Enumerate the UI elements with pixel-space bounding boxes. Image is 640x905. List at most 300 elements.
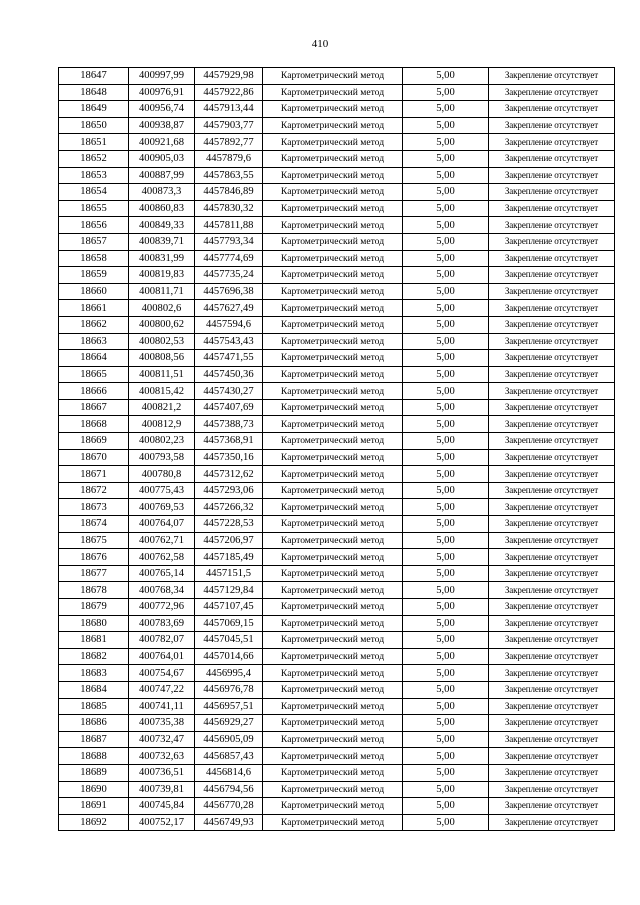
accuracy-cell: 5,00 xyxy=(403,117,489,134)
x-coordinate-cell: 400736,51 xyxy=(129,764,195,781)
method-cell: Картометрический метод xyxy=(263,798,403,815)
x-coordinate-cell: 400860,83 xyxy=(129,200,195,217)
table-row xyxy=(59,798,615,815)
table-row xyxy=(59,499,615,516)
y-coordinate-cell: 4457185,49 xyxy=(195,549,263,566)
accuracy-cell: 5,00 xyxy=(403,433,489,450)
fixation-cell: Закрепление отсутствует xyxy=(489,283,615,300)
point-number-cell: 18673 xyxy=(59,499,129,516)
y-coordinate-cell: 4457471,55 xyxy=(195,350,263,367)
x-coordinate-cell: 400752,17 xyxy=(129,814,195,831)
accuracy-cell: 5,00 xyxy=(403,300,489,317)
method-cell: Картометрический метод xyxy=(263,366,403,383)
fixation-cell: Закрепление отсутствует xyxy=(489,383,615,400)
x-coordinate-cell: 400745,84 xyxy=(129,798,195,815)
table-row xyxy=(59,814,615,831)
method-cell: Картометрический метод xyxy=(263,399,403,416)
fixation-cell: Закрепление отсутствует xyxy=(489,466,615,483)
fixation-cell: Закрепление отсутствует xyxy=(489,449,615,466)
y-coordinate-cell: 4457863,55 xyxy=(195,167,263,184)
point-number-cell: 18650 xyxy=(59,117,129,134)
accuracy-cell: 5,00 xyxy=(403,350,489,367)
table-row xyxy=(59,250,615,267)
y-coordinate-cell: 4457228,53 xyxy=(195,516,263,533)
x-coordinate-cell: 400762,58 xyxy=(129,549,195,566)
point-number-cell: 18690 xyxy=(59,781,129,798)
y-coordinate-cell: 4457293,06 xyxy=(195,482,263,499)
table-row xyxy=(59,300,615,317)
accuracy-cell: 5,00 xyxy=(403,184,489,201)
y-coordinate-cell: 4457929,98 xyxy=(195,68,263,85)
fixation-cell: Закрепление отсутствует xyxy=(489,715,615,732)
method-cell: Картометрический метод xyxy=(263,283,403,300)
point-number-cell: 18685 xyxy=(59,698,129,715)
y-coordinate-cell: 4457846,89 xyxy=(195,184,263,201)
x-coordinate-cell: 400811,71 xyxy=(129,283,195,300)
table-row xyxy=(59,399,615,416)
point-number-cell: 18661 xyxy=(59,300,129,317)
method-cell: Картометрический метод xyxy=(263,814,403,831)
fixation-cell: Закрепление отсутствует xyxy=(489,565,615,582)
point-number-cell: 18692 xyxy=(59,814,129,831)
method-cell: Картометрический метод xyxy=(263,449,403,466)
table-row xyxy=(59,416,615,433)
x-coordinate-cell: 400802,53 xyxy=(129,333,195,350)
method-cell: Картометрический метод xyxy=(263,516,403,533)
accuracy-cell: 5,00 xyxy=(403,715,489,732)
table-row xyxy=(59,582,615,599)
x-coordinate-cell: 400780,8 xyxy=(129,466,195,483)
fixation-cell: Закрепление отсутствует xyxy=(489,167,615,184)
method-cell: Картометрический метод xyxy=(263,101,403,118)
table-row xyxy=(59,84,615,101)
method-cell: Картометрический метод xyxy=(263,267,403,284)
table-row xyxy=(59,366,615,383)
point-number-cell: 18667 xyxy=(59,399,129,416)
fixation-cell: Закрепление отсутствует xyxy=(489,648,615,665)
table-row xyxy=(59,781,615,798)
accuracy-cell: 5,00 xyxy=(403,698,489,715)
x-coordinate-cell: 400849,33 xyxy=(129,217,195,234)
y-coordinate-cell: 4457774,69 xyxy=(195,250,263,267)
accuracy-cell: 5,00 xyxy=(403,599,489,616)
table-row xyxy=(59,449,615,466)
point-number-cell: 18674 xyxy=(59,516,129,533)
y-coordinate-cell: 4457793,34 xyxy=(195,233,263,250)
table-row xyxy=(59,200,615,217)
fixation-cell: Закрепление отсутствует xyxy=(489,300,615,317)
fixation-cell: Закрепление отсутствует xyxy=(489,267,615,284)
accuracy-cell: 5,00 xyxy=(403,565,489,582)
method-cell: Картометрический метод xyxy=(263,383,403,400)
point-number-cell: 18664 xyxy=(59,350,129,367)
method-cell: Картометрический метод xyxy=(263,333,403,350)
table-row xyxy=(59,764,615,781)
accuracy-cell: 5,00 xyxy=(403,449,489,466)
fixation-cell: Закрепление отсутствует xyxy=(489,250,615,267)
method-cell: Картометрический метод xyxy=(263,184,403,201)
table-row xyxy=(59,565,615,582)
fixation-cell: Закрепление отсутствует xyxy=(489,599,615,616)
y-coordinate-cell: 4457368,91 xyxy=(195,433,263,450)
table-row xyxy=(59,68,615,85)
method-cell: Картометрический метод xyxy=(263,731,403,748)
x-coordinate-cell: 400769,53 xyxy=(129,499,195,516)
x-coordinate-cell: 400821,2 xyxy=(129,399,195,416)
y-coordinate-cell: 4457069,15 xyxy=(195,615,263,632)
point-number-cell: 18676 xyxy=(59,549,129,566)
method-cell: Картометрический метод xyxy=(263,549,403,566)
accuracy-cell: 5,00 xyxy=(403,333,489,350)
fixation-cell: Закрепление отсутствует xyxy=(489,582,615,599)
point-number-cell: 18657 xyxy=(59,233,129,250)
point-number-cell: 18675 xyxy=(59,532,129,549)
x-coordinate-cell: 400976,91 xyxy=(129,84,195,101)
y-coordinate-cell: 4456905,09 xyxy=(195,731,263,748)
accuracy-cell: 5,00 xyxy=(403,366,489,383)
table-body xyxy=(59,68,615,831)
accuracy-cell: 5,00 xyxy=(403,200,489,217)
point-number-cell: 18682 xyxy=(59,648,129,665)
y-coordinate-cell: 4456976,78 xyxy=(195,681,263,698)
accuracy-cell: 5,00 xyxy=(403,681,489,698)
table-row xyxy=(59,101,615,118)
x-coordinate-cell: 400739,81 xyxy=(129,781,195,798)
x-coordinate-cell: 400768,34 xyxy=(129,582,195,599)
point-number-cell: 18659 xyxy=(59,267,129,284)
fixation-cell: Закрепление отсутствует xyxy=(489,433,615,450)
method-cell: Картометрический метод xyxy=(263,499,403,516)
method-cell: Картометрический метод xyxy=(263,632,403,649)
table-row xyxy=(59,731,615,748)
y-coordinate-cell: 4457696,38 xyxy=(195,283,263,300)
y-coordinate-cell: 4457312,62 xyxy=(195,466,263,483)
method-cell: Картометрический метод xyxy=(263,781,403,798)
table-row xyxy=(59,681,615,698)
accuracy-cell: 5,00 xyxy=(403,283,489,300)
x-coordinate-cell: 400735,38 xyxy=(129,715,195,732)
accuracy-cell: 5,00 xyxy=(403,68,489,85)
y-coordinate-cell: 4457107,45 xyxy=(195,599,263,616)
fixation-cell: Закрепление отсутствует xyxy=(489,117,615,134)
point-number-cell: 18678 xyxy=(59,582,129,599)
table-row xyxy=(59,715,615,732)
accuracy-cell: 5,00 xyxy=(403,267,489,284)
y-coordinate-cell: 4457913,44 xyxy=(195,101,263,118)
x-coordinate-cell: 400793,58 xyxy=(129,449,195,466)
method-cell: Картометрический метод xyxy=(263,167,403,184)
table-row xyxy=(59,615,615,632)
point-number-cell: 18658 xyxy=(59,250,129,267)
y-coordinate-cell: 4457879,6 xyxy=(195,150,263,167)
y-coordinate-cell: 4456929,27 xyxy=(195,715,263,732)
accuracy-cell: 5,00 xyxy=(403,233,489,250)
table-row xyxy=(59,632,615,649)
table-row xyxy=(59,532,615,549)
x-coordinate-cell: 400762,71 xyxy=(129,532,195,549)
x-coordinate-cell: 400747,22 xyxy=(129,681,195,698)
y-coordinate-cell: 4457543,43 xyxy=(195,333,263,350)
fixation-cell: Закрепление отсутствует xyxy=(489,200,615,217)
table-row xyxy=(59,117,615,134)
accuracy-cell: 5,00 xyxy=(403,134,489,151)
fixation-cell: Закрепление отсутствует xyxy=(489,615,615,632)
x-coordinate-cell: 400808,56 xyxy=(129,350,195,367)
table-row xyxy=(59,267,615,284)
point-number-cell: 18672 xyxy=(59,482,129,499)
y-coordinate-cell: 4456814,6 xyxy=(195,764,263,781)
point-number-cell: 18649 xyxy=(59,101,129,118)
point-number-cell: 18669 xyxy=(59,433,129,450)
x-coordinate-cell: 400956,74 xyxy=(129,101,195,118)
accuracy-cell: 5,00 xyxy=(403,101,489,118)
fixation-cell: Закрепление отсутствует xyxy=(489,366,615,383)
method-cell: Картометрический метод xyxy=(263,433,403,450)
fixation-cell: Закрепление отсутствует xyxy=(489,101,615,118)
point-number-cell: 18655 xyxy=(59,200,129,217)
method-cell: Картометрический метод xyxy=(263,416,403,433)
x-coordinate-cell: 400732,63 xyxy=(129,748,195,765)
point-number-cell: 18687 xyxy=(59,731,129,748)
accuracy-cell: 5,00 xyxy=(403,632,489,649)
y-coordinate-cell: 4457903,77 xyxy=(195,117,263,134)
x-coordinate-cell: 400800,62 xyxy=(129,316,195,333)
method-cell: Картометрический метод xyxy=(263,764,403,781)
accuracy-cell: 5,00 xyxy=(403,549,489,566)
method-cell: Картометрический метод xyxy=(263,665,403,682)
coordinates-table xyxy=(58,67,615,831)
x-coordinate-cell: 400873,3 xyxy=(129,184,195,201)
fixation-cell: Закрепление отсутствует xyxy=(489,632,615,649)
point-number-cell: 18660 xyxy=(59,283,129,300)
x-coordinate-cell: 400938,87 xyxy=(129,117,195,134)
y-coordinate-cell: 4457450,36 xyxy=(195,366,263,383)
point-number-cell: 18666 xyxy=(59,383,129,400)
table-row xyxy=(59,549,615,566)
fixation-cell: Закрепление отсутствует xyxy=(489,798,615,815)
method-cell: Картометрический метод xyxy=(263,748,403,765)
accuracy-cell: 5,00 xyxy=(403,798,489,815)
point-number-cell: 18653 xyxy=(59,167,129,184)
accuracy-cell: 5,00 xyxy=(403,250,489,267)
y-coordinate-cell: 4457206,97 xyxy=(195,532,263,549)
fixation-cell: Закрепление отсутствует xyxy=(489,184,615,201)
y-coordinate-cell: 4457350,16 xyxy=(195,449,263,466)
accuracy-cell: 5,00 xyxy=(403,665,489,682)
point-number-cell: 18683 xyxy=(59,665,129,682)
y-coordinate-cell: 4457627,49 xyxy=(195,300,263,317)
fixation-cell: Закрепление отсутствует xyxy=(489,399,615,416)
table-row xyxy=(59,516,615,533)
accuracy-cell: 5,00 xyxy=(403,748,489,765)
method-cell: Картометрический метод xyxy=(263,681,403,698)
method-cell: Картометрический метод xyxy=(263,150,403,167)
table-row xyxy=(59,599,615,616)
point-number-cell: 18668 xyxy=(59,416,129,433)
x-coordinate-cell: 400764,07 xyxy=(129,516,195,533)
method-cell: Картометрический метод xyxy=(263,316,403,333)
method-cell: Картометрический метод xyxy=(263,715,403,732)
accuracy-cell: 5,00 xyxy=(403,814,489,831)
x-coordinate-cell: 400839,71 xyxy=(129,233,195,250)
y-coordinate-cell: 4456957,51 xyxy=(195,698,263,715)
x-coordinate-cell: 400782,07 xyxy=(129,632,195,649)
fixation-cell: Закрепление отсутствует xyxy=(489,68,615,85)
point-number-cell: 18671 xyxy=(59,466,129,483)
table-row xyxy=(59,698,615,715)
fixation-cell: Закрепление отсутствует xyxy=(489,549,615,566)
y-coordinate-cell: 4456770,28 xyxy=(195,798,263,815)
fixation-cell: Закрепление отсутствует xyxy=(489,698,615,715)
x-coordinate-cell: 400831,99 xyxy=(129,250,195,267)
fixation-cell: Закрепление отсутствует xyxy=(489,316,615,333)
x-coordinate-cell: 400764,01 xyxy=(129,648,195,665)
accuracy-cell: 5,00 xyxy=(403,781,489,798)
accuracy-cell: 5,00 xyxy=(403,731,489,748)
fixation-cell: Закрепление отсутствует xyxy=(489,233,615,250)
fixation-cell: Закрепление отсутствует xyxy=(489,217,615,234)
y-coordinate-cell: 4457045,51 xyxy=(195,632,263,649)
point-number-cell: 18665 xyxy=(59,366,129,383)
point-number-cell: 18684 xyxy=(59,681,129,698)
accuracy-cell: 5,00 xyxy=(403,167,489,184)
point-number-cell: 18680 xyxy=(59,615,129,632)
fixation-cell: Закрепление отсутствует xyxy=(489,350,615,367)
x-coordinate-cell: 400812,9 xyxy=(129,416,195,433)
x-coordinate-cell: 400802,6 xyxy=(129,300,195,317)
method-cell: Картометрический метод xyxy=(263,599,403,616)
table-row xyxy=(59,333,615,350)
y-coordinate-cell: 4457407,69 xyxy=(195,399,263,416)
point-number-cell: 18679 xyxy=(59,599,129,616)
accuracy-cell: 5,00 xyxy=(403,383,489,400)
fixation-cell: Закрепление отсутствует xyxy=(489,665,615,682)
table-row xyxy=(59,134,615,151)
point-number-cell: 18677 xyxy=(59,565,129,582)
point-number-cell: 18691 xyxy=(59,798,129,815)
method-cell: Картометрический метод xyxy=(263,482,403,499)
y-coordinate-cell: 4456995,4 xyxy=(195,665,263,682)
point-number-cell: 18651 xyxy=(59,134,129,151)
y-coordinate-cell: 4456749,93 xyxy=(195,814,263,831)
accuracy-cell: 5,00 xyxy=(403,582,489,599)
table-row xyxy=(59,350,615,367)
accuracy-cell: 5,00 xyxy=(403,764,489,781)
method-cell: Картометрический метод xyxy=(263,134,403,151)
point-number-cell: 18689 xyxy=(59,764,129,781)
table-row xyxy=(59,233,615,250)
point-number-cell: 18686 xyxy=(59,715,129,732)
fixation-cell: Закрепление отсутствует xyxy=(489,731,615,748)
point-number-cell: 18654 xyxy=(59,184,129,201)
table-row xyxy=(59,283,615,300)
method-cell: Картометрический метод xyxy=(263,217,403,234)
method-cell: Картометрический метод xyxy=(263,532,403,549)
x-coordinate-cell: 400802,23 xyxy=(129,433,195,450)
method-cell: Картометрический метод xyxy=(263,615,403,632)
point-number-cell: 18688 xyxy=(59,748,129,765)
point-number-cell: 18670 xyxy=(59,449,129,466)
table-row xyxy=(59,150,615,167)
method-cell: Картометрический метод xyxy=(263,250,403,267)
accuracy-cell: 5,00 xyxy=(403,615,489,632)
method-cell: Картометрический метод xyxy=(263,200,403,217)
method-cell: Картометрический метод xyxy=(263,233,403,250)
table-row xyxy=(59,665,615,682)
fixation-cell: Закрепление отсутствует xyxy=(489,764,615,781)
fixation-cell: Закрепление отсутствует xyxy=(489,499,615,516)
point-number-cell: 18652 xyxy=(59,150,129,167)
fixation-cell: Закрепление отсутствует xyxy=(489,482,615,499)
method-cell: Картометрический метод xyxy=(263,84,403,101)
accuracy-cell: 5,00 xyxy=(403,648,489,665)
table-row xyxy=(59,184,615,201)
table-row xyxy=(59,648,615,665)
page-number: 410 xyxy=(311,38,329,50)
point-number-cell: 18662 xyxy=(59,316,129,333)
y-coordinate-cell: 4457266,32 xyxy=(195,499,263,516)
x-coordinate-cell: 400754,67 xyxy=(129,665,195,682)
y-coordinate-cell: 4457830,32 xyxy=(195,200,263,217)
point-number-cell: 18656 xyxy=(59,217,129,234)
y-coordinate-cell: 4457151,5 xyxy=(195,565,263,582)
y-coordinate-cell: 4456857,43 xyxy=(195,748,263,765)
table-row xyxy=(59,433,615,450)
method-cell: Картометрический метод xyxy=(263,582,403,599)
x-coordinate-cell: 400921,68 xyxy=(129,134,195,151)
point-number-cell: 18681 xyxy=(59,632,129,649)
x-coordinate-cell: 400815,42 xyxy=(129,383,195,400)
x-coordinate-cell: 400819,83 xyxy=(129,267,195,284)
table-row xyxy=(59,748,615,765)
method-cell: Картометрический метод xyxy=(263,698,403,715)
y-coordinate-cell: 4457892,77 xyxy=(195,134,263,151)
y-coordinate-cell: 4457388,73 xyxy=(195,416,263,433)
fixation-cell: Закрепление отсутствует xyxy=(489,532,615,549)
table-row xyxy=(59,482,615,499)
accuracy-cell: 5,00 xyxy=(403,416,489,433)
accuracy-cell: 5,00 xyxy=(403,516,489,533)
table-row xyxy=(59,316,615,333)
y-coordinate-cell: 4457922,86 xyxy=(195,84,263,101)
accuracy-cell: 5,00 xyxy=(403,466,489,483)
method-cell: Картометрический метод xyxy=(263,565,403,582)
y-coordinate-cell: 4457735,24 xyxy=(195,267,263,284)
fixation-cell: Закрепление отсутствует xyxy=(489,150,615,167)
x-coordinate-cell: 400997,99 xyxy=(129,68,195,85)
x-coordinate-cell: 400783,69 xyxy=(129,615,195,632)
x-coordinate-cell: 400811,51 xyxy=(129,366,195,383)
accuracy-cell: 5,00 xyxy=(403,316,489,333)
fixation-cell: Закрепление отсутствует xyxy=(489,333,615,350)
fixation-cell: Закрепление отсутствует xyxy=(489,681,615,698)
point-number-cell: 18663 xyxy=(59,333,129,350)
accuracy-cell: 5,00 xyxy=(403,499,489,516)
table-row xyxy=(59,167,615,184)
fixation-cell: Закрепление отсутствует xyxy=(489,416,615,433)
method-cell: Картометрический метод xyxy=(263,350,403,367)
x-coordinate-cell: 400887,99 xyxy=(129,167,195,184)
method-cell: Картометрический метод xyxy=(263,648,403,665)
y-coordinate-cell: 4457430,27 xyxy=(195,383,263,400)
x-coordinate-cell: 400765,14 xyxy=(129,565,195,582)
fixation-cell: Закрепление отсутствует xyxy=(489,134,615,151)
fixation-cell: Закрепление отсутствует xyxy=(489,748,615,765)
fixation-cell: Закрепление отсутствует xyxy=(489,84,615,101)
accuracy-cell: 5,00 xyxy=(403,399,489,416)
table-row xyxy=(59,217,615,234)
accuracy-cell: 5,00 xyxy=(403,217,489,234)
